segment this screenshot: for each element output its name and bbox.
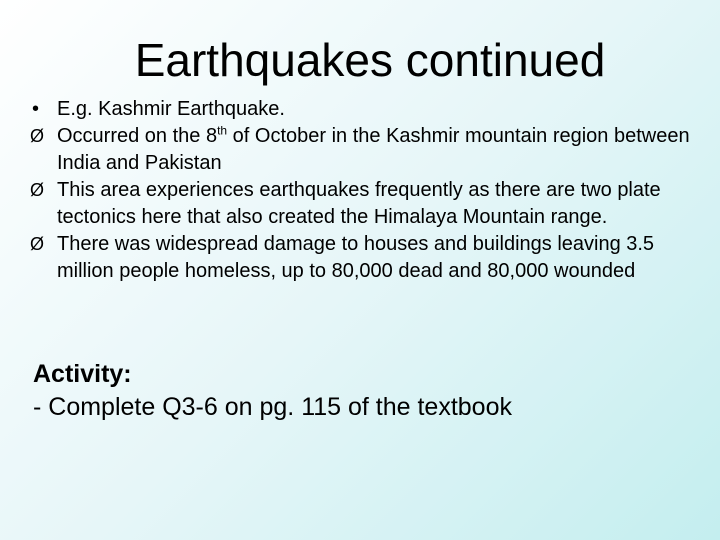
list-item-text-end: of October in the Kashmir mountain region between India and Pakistan (57, 125, 690, 174)
list-item-date (30, 123, 700, 177)
activity-task: - Complete Q3-6 on pg. 115 of the textbook (33, 393, 512, 421)
list-item-frequency (30, 177, 700, 231)
bullet-icon: • (32, 98, 40, 120)
ordinal-suffix: th (217, 123, 228, 138)
list-item-example (30, 96, 700, 123)
list-item-text: This area experiences earthquakes frequently as there are two plate tectonics here that also created the Himalaya Mountain range. (57, 179, 661, 228)
arrow-bullet-icon: Ø (30, 180, 45, 200)
list-item-text: E.g. Kashmir Earthquake. (57, 98, 285, 120)
arrow-bullet-icon: Ø (30, 234, 45, 254)
slide-title: Earthquakes continued (134, 34, 606, 86)
list-item-text-start: Occurred on the 8 (57, 125, 218, 147)
body-list (30, 96, 700, 285)
list-item-text: There was widespread damage to houses and buildings leaving 3.5 million people homeless, up to 80,000 dead and 80,000 wounded (57, 233, 655, 282)
arrow-bullet-icon: Ø (30, 126, 45, 146)
list-item-damage (30, 231, 700, 285)
activity-heading: Activity: (33, 360, 132, 388)
